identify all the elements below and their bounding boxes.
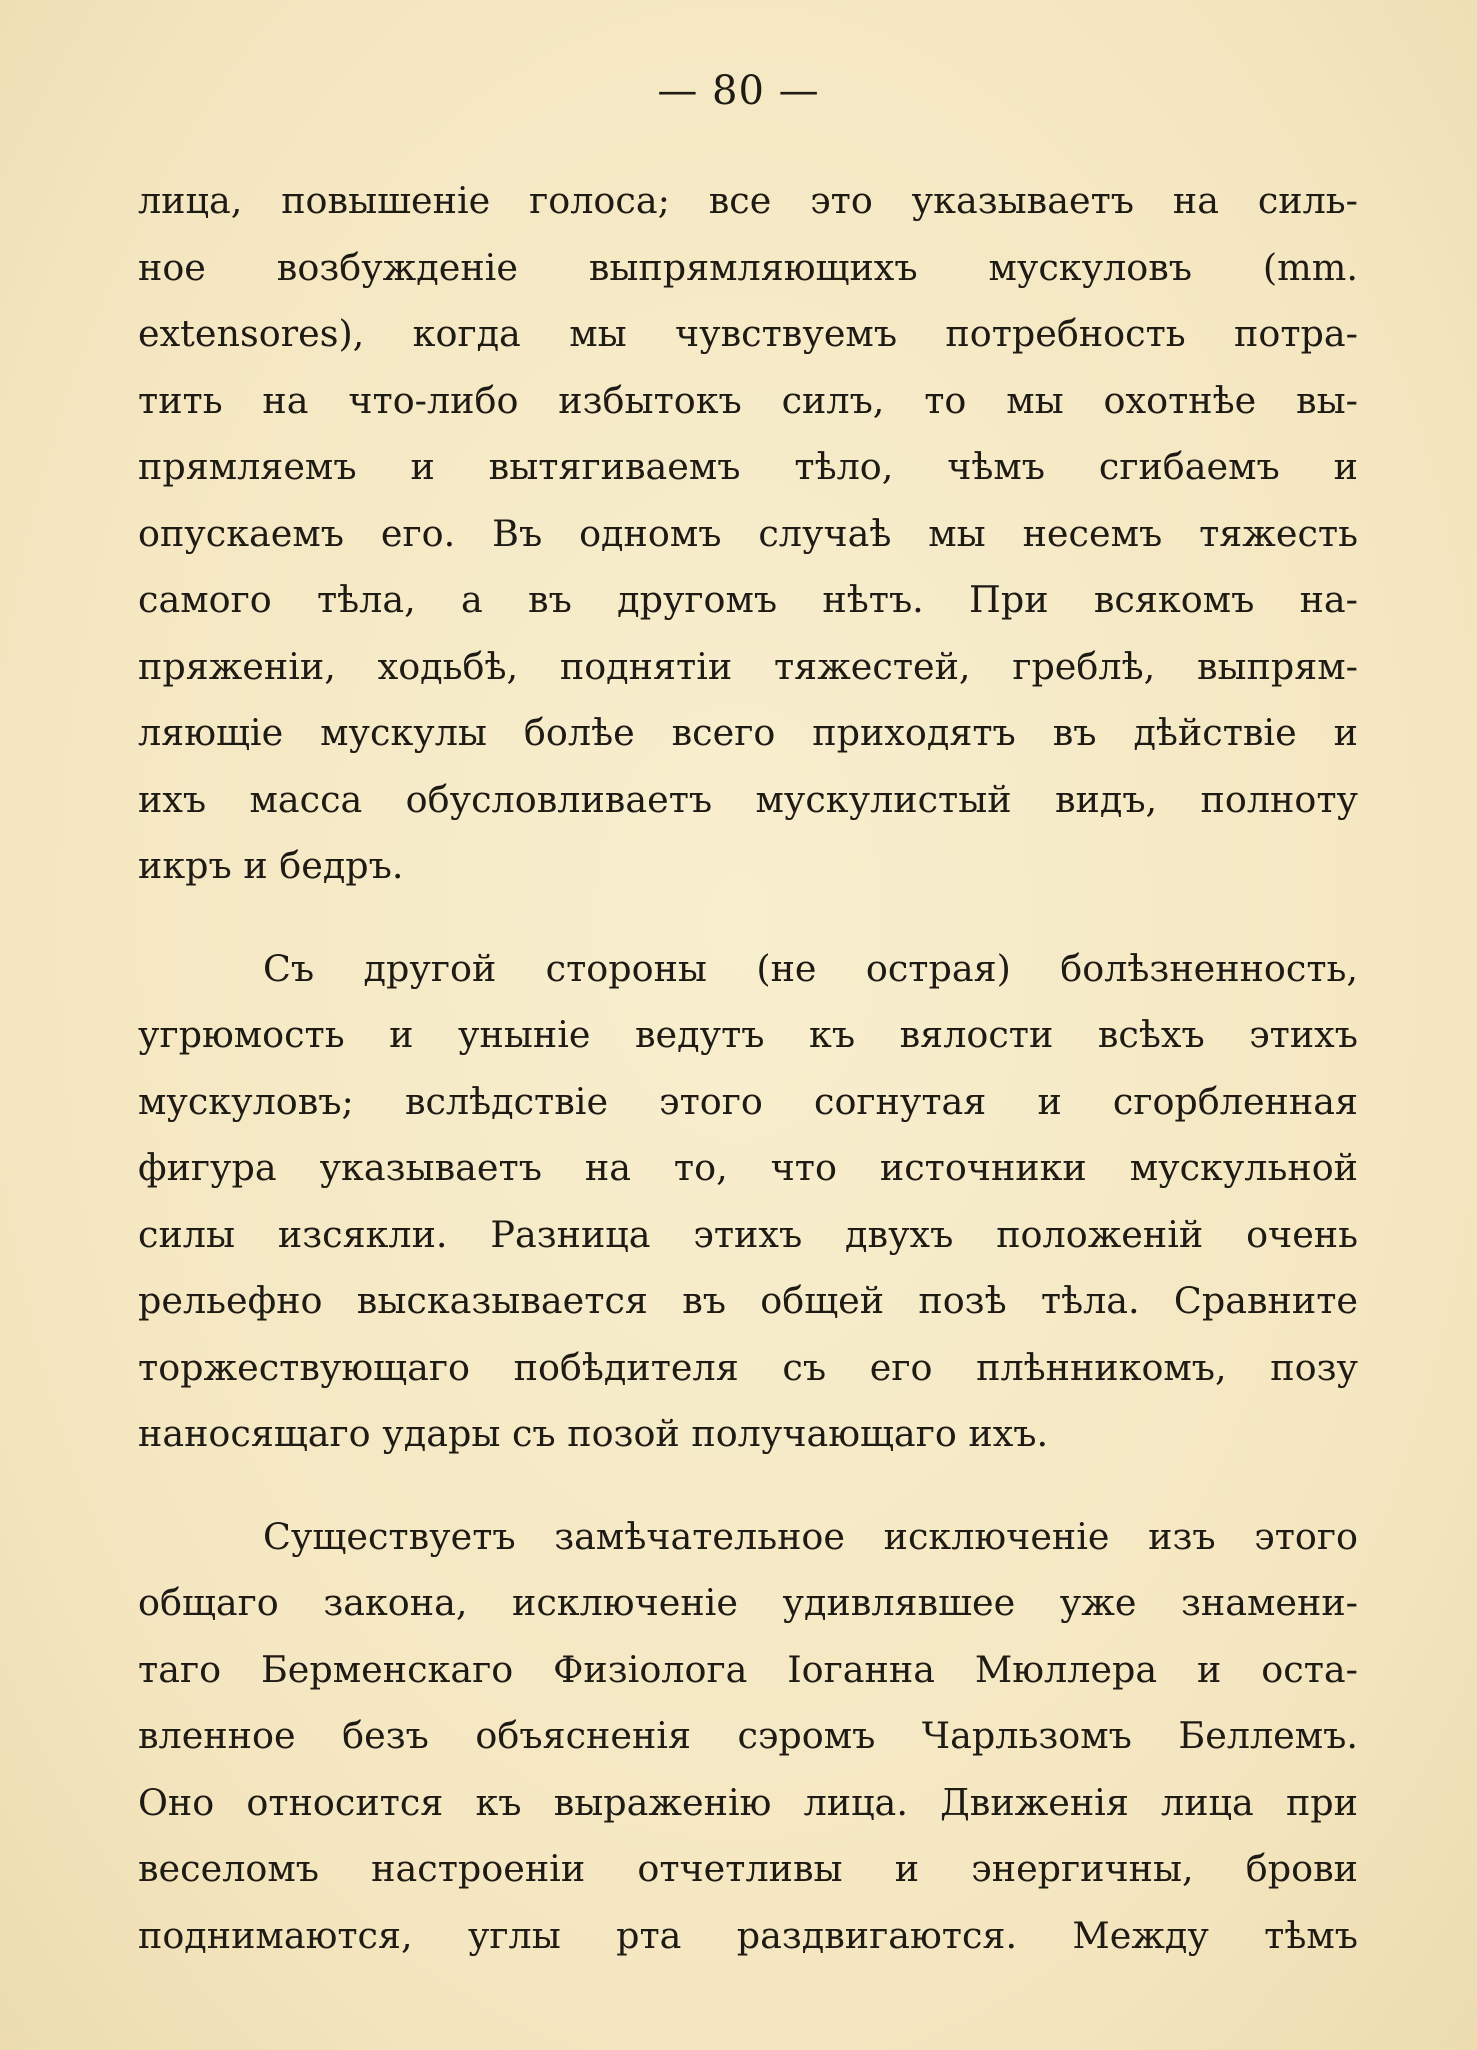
text-line: фигура указываетъ на то, что источники мускульной: [138, 1146, 1358, 1189]
text-line: икръ и бедръ.: [138, 844, 404, 887]
text-line: тить на что-либо избытокъ силъ, то мы охотнѣе вы-: [138, 378, 1358, 422]
text-line: угрюмость и уныніе ведутъ къ вялости всѣхъ этихъ: [138, 1013, 1358, 1056]
paragraph-1: [138, 168, 1358, 900]
text-line: ное возбужденіе выпрямляющихъ мускуловъ (mm.: [138, 245, 1358, 289]
text-line: опускаемъ его. Въ одномъ случаѣ мы несемъ тяжесть: [138, 511, 1358, 555]
text-line: ляющіе мускулы болѣе всего приходятъ въ дѣйствіе и: [138, 711, 1358, 754]
text-line: поднимаются, углы рта раздвигаются. Между тѣмъ: [138, 1913, 1358, 1957]
text-line: мускуловъ; вслѣдствіе этого согнутая и сгорбленная: [138, 1079, 1358, 1123]
text-line: наносящаго удары съ позой получающаго ихъ.: [138, 1412, 1049, 1455]
paragraph-spacer: [138, 900, 1358, 936]
paragraph-2: [138, 936, 1358, 1468]
text-line: Съ другой стороны (не острая) болѣзненность,: [263, 946, 1358, 990]
paragraph-3: [138, 1504, 1358, 1970]
text-line: extensores), когда мы чувствуемъ потребность потра-: [138, 312, 1358, 355]
text-line: лица, повышеніе голоса; все это указываетъ на силь-: [138, 179, 1358, 222]
text-line: торжествующаго побѣдителя съ его плѣнникомъ, позу: [138, 1345, 1358, 1389]
text-line: общаго закона, исключеніе удивлявшее уже знамени-: [138, 1581, 1358, 1624]
text-line: таго Берменскаго Физіолога Іоганна Мюллера и оста-: [138, 1647, 1358, 1691]
text-line: ихъ масса обусловливаетъ мускулистый видъ, полноту: [138, 777, 1358, 821]
text-line: Оно относится къ выраженію лица. Движенія лица при: [138, 1780, 1358, 1824]
text-line: веселомъ настроеніи отчетливы и энергичны, брови: [138, 1847, 1358, 1890]
text-line: пряженіи, ходьбѣ, поднятіи тяжестей, греблѣ, выпрям-: [138, 644, 1358, 688]
text-line: вленное безъ объясненія сэромъ Чарльзомъ Беллемъ.: [138, 1714, 1358, 1757]
text-line: Существуетъ замѣчательное исключеніе изъ этого: [263, 1514, 1358, 1558]
text-line: самого тѣла, а въ другомъ нѣтъ. При всякомъ на-: [138, 578, 1358, 621]
page-number: — 80 —: [657, 68, 820, 114]
body-text: [138, 168, 1358, 1969]
text-line: прямляемъ и вытягиваемъ тѣло, чѣмъ сгибаемъ и: [138, 445, 1358, 488]
paragraph-spacer: [138, 1468, 1358, 1504]
text-line: силы изсякли. Разница этихъ двухъ положеній очень: [138, 1212, 1358, 1256]
text-line: рельефно высказывается въ общей позѣ тѣла. Сравните: [138, 1279, 1358, 1322]
